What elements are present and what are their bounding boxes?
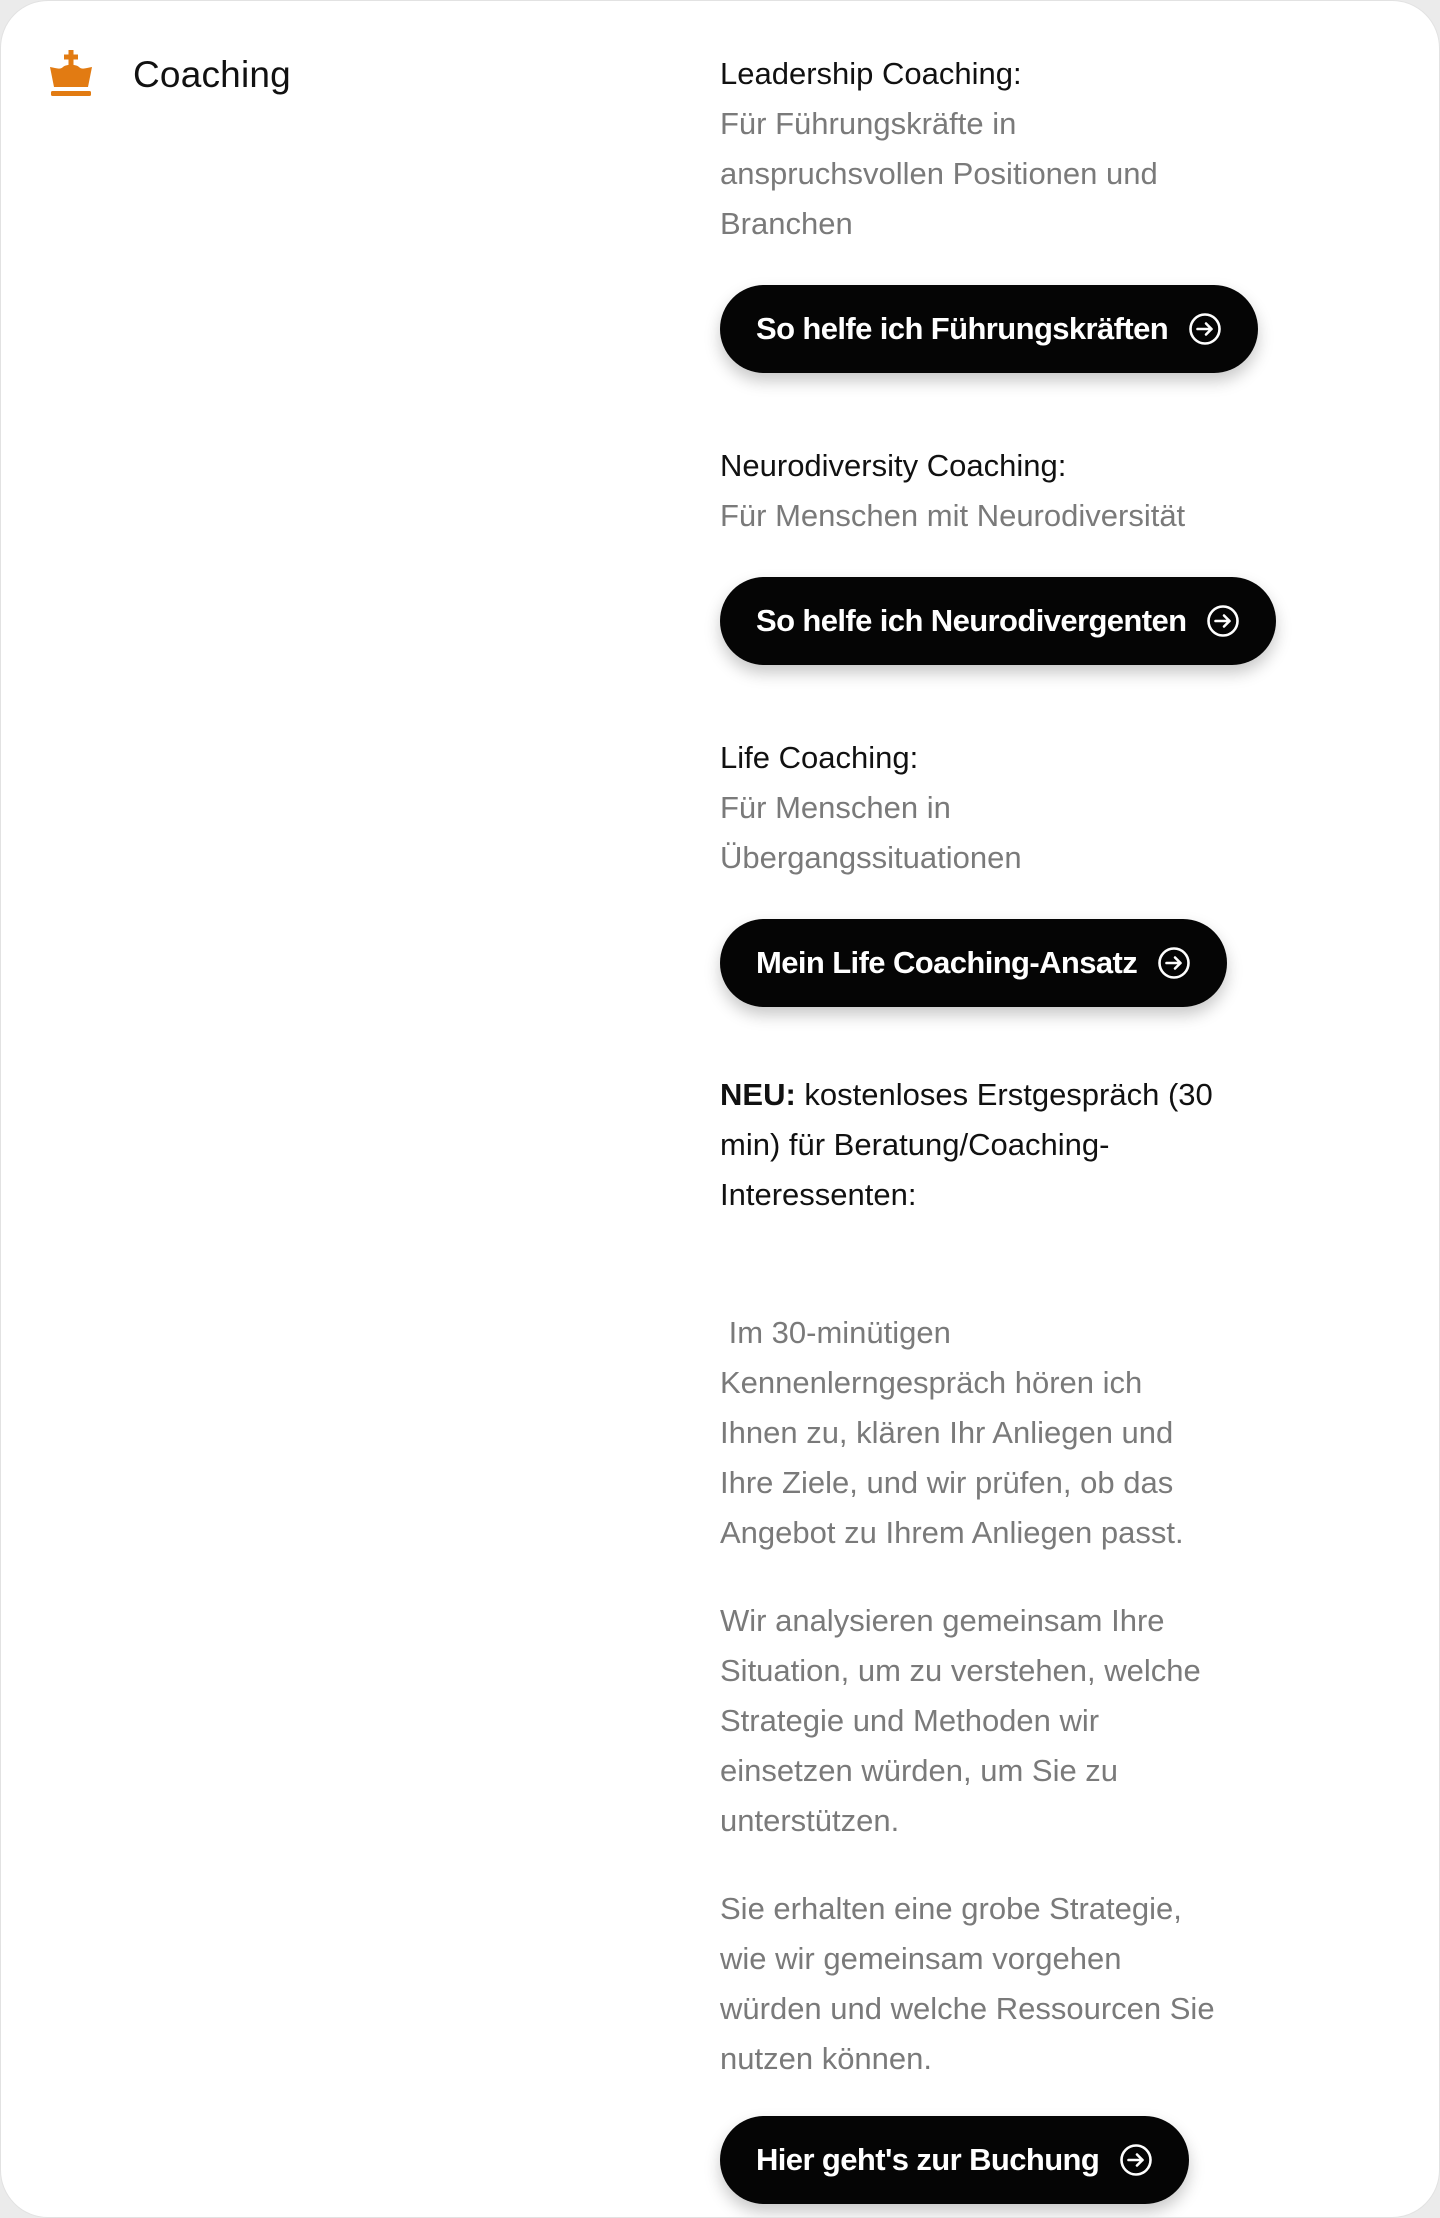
consultation-paragraph <box>720 1308 1280 1558</box>
neurodiversity-coaching-section <box>720 441 1280 665</box>
leadership-coaching-section <box>720 49 1280 373</box>
strategy-paragraph <box>720 1884 1280 2084</box>
paragraph-line: Ihnen zu, klären Ihr Anliegen und <box>720 1415 1174 1450</box>
section-title: Leadership Coaching: <box>720 56 1022 91</box>
section-description <box>720 99 1280 249</box>
paragraph-line: Sie erhalten eine grobe Strategie, <box>720 1891 1182 1926</box>
heading-line: Interessenten: <box>720 1177 917 1212</box>
section-description <box>720 491 1280 541</box>
button-label: So helfe ich Führungskräften <box>756 311 1169 346</box>
arrow-right-circle-icon <box>1206 604 1240 638</box>
description-line: Für Menschen mit Neurodiversität <box>720 498 1186 533</box>
button-label: Hier geht's zur Buchung <box>756 2142 1100 2177</box>
heading-text: kostenloses Erstgespräch (30 <box>795 1077 1213 1112</box>
analysis-paragraph <box>720 1596 1280 1846</box>
description-line: Branchen <box>720 206 853 241</box>
paragraph-line: Kennenlerngespräch hören ich <box>720 1365 1143 1400</box>
description-line: Für Menschen in <box>720 790 951 825</box>
heading-line <box>720 1070 1280 1120</box>
neurodiversity-coaching-button[interactable] <box>720 577 1276 665</box>
paragraph-line: Strategie und Methoden wir <box>720 1703 1100 1738</box>
paragraph-line: Wir analysieren gemeinsam Ihre <box>720 1603 1165 1638</box>
heading-line: min) für Beratung/Coaching- <box>720 1127 1110 1162</box>
new-badge-label: NEU: <box>720 1077 796 1112</box>
service-title: Coaching <box>133 54 291 95</box>
arrow-right-circle-icon <box>1157 946 1191 980</box>
paragraph-line: Im 30-minütigen <box>720 1315 951 1350</box>
paragraph-line: nutzen können. <box>720 2041 933 2076</box>
free-consultation-heading <box>720 1070 1280 1220</box>
paragraph-line: einsetzen würden, um Sie zu <box>720 1753 1119 1788</box>
paragraph-line: unterstützen. <box>720 1803 900 1838</box>
arrow-right-circle-icon <box>1119 2143 1153 2177</box>
arrow-right-circle-icon <box>1188 312 1222 346</box>
button-label: So helfe ich Neurodivergenten <box>756 603 1187 638</box>
section-title: Neurodiversity Coaching: <box>720 448 1067 483</box>
leadership-coaching-button[interactable] <box>720 285 1258 373</box>
service-header <box>47 47 291 103</box>
paragraph-line: wie wir gemeinsam vorgehen <box>720 1941 1122 1976</box>
section-description <box>720 783 1280 883</box>
description-line: Für Führungskräfte in <box>720 106 1017 141</box>
chess-king-icon <box>47 47 95 103</box>
section-title: Life Coaching: <box>720 740 919 775</box>
paragraph-line: Situation, um zu verstehen, welche <box>720 1653 1201 1688</box>
paragraph-line: Angebot zu Ihrem Anliegen passt. <box>720 1515 1184 1550</box>
paragraph-line: würden und welche Ressourcen Sie <box>720 1991 1215 2026</box>
paragraph-line: Ihre Ziele, und wir prüfen, ob das <box>720 1465 1174 1500</box>
button-label: Mein Life Coaching-Ansatz <box>756 945 1138 980</box>
service-content <box>720 49 1280 2204</box>
life-coaching-button[interactable] <box>720 919 1227 1007</box>
description-line: Übergangssituationen <box>720 840 1022 875</box>
booking-button[interactable] <box>720 2116 1189 2204</box>
description-line: anspruchsvollen Positionen und <box>720 156 1158 191</box>
life-coaching-section <box>720 733 1280 1007</box>
